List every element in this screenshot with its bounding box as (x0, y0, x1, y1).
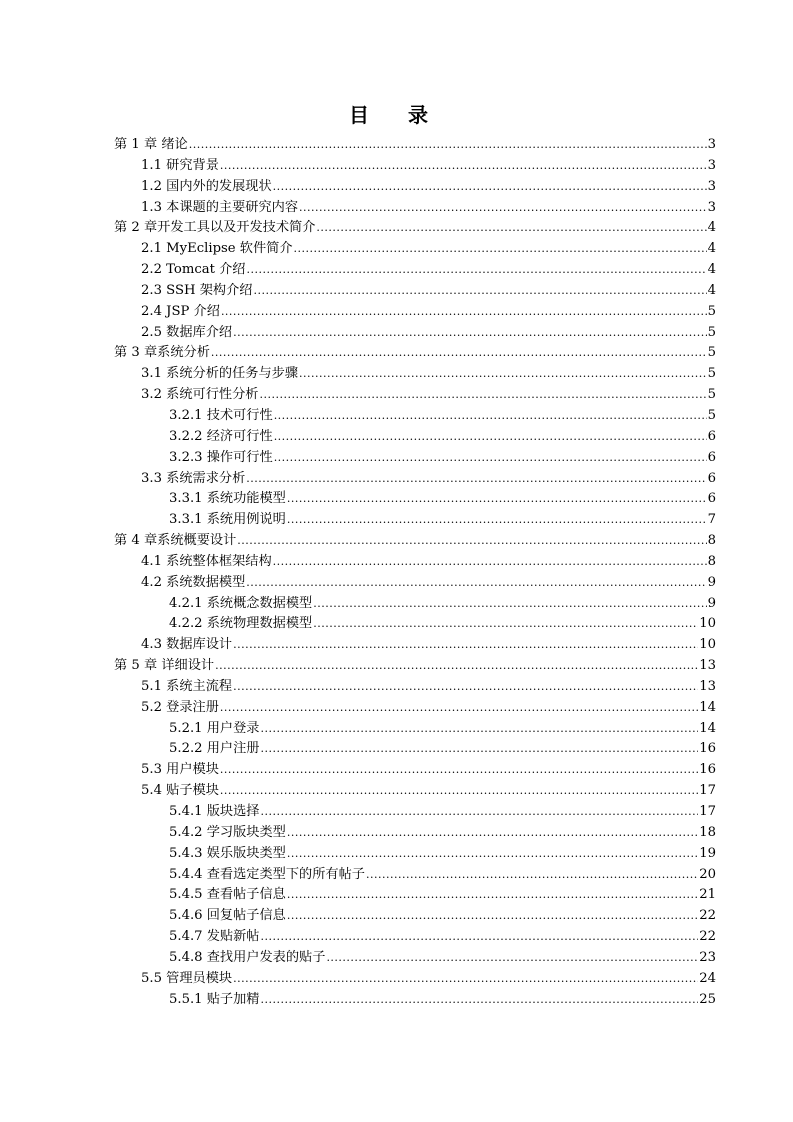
toc-entry-page-number: 8 (707, 533, 716, 549)
toc-entry-label: 3.2.2 经济可行性 (169, 428, 273, 444)
toc-dot-leader (261, 802, 699, 823)
toc-entry-page-number: 5 (707, 345, 716, 361)
toc-entry-label: 4.3 数据库设计 (141, 637, 233, 653)
toc-entry-page-number: 6 (707, 449, 716, 465)
toc-entry-label: 2.4 JSP 介绍 (141, 303, 220, 319)
toc-entry-page-number: 14 (699, 699, 716, 715)
toc-entry-label: 1.2 国内外的发展现状 (141, 178, 272, 194)
toc-dot-leader (261, 927, 699, 948)
toc-entry-page-number: 22 (699, 908, 716, 924)
toc-entry-label: 5.3 用户模块 (141, 762, 219, 778)
toc-dot-leader (261, 719, 699, 740)
toc-entry-label: 5.1 系统主流程 (141, 678, 233, 694)
toc-entry-label: 第 2 章开发工具以及开发技术简介 (114, 220, 316, 236)
page-title: 目 录 (349, 103, 444, 127)
toc-entry-page-number: 5 (707, 324, 716, 340)
toc-entry[interactable] (114, 698, 716, 719)
toc-entry[interactable] (114, 323, 716, 344)
toc-dot-leader (273, 552, 707, 573)
toc-entry-label: 第 1 章 绪论 (114, 137, 188, 152)
toc-dot-leader (221, 302, 707, 323)
toc-dot-leader (211, 343, 707, 364)
toc-entry[interactable] (114, 302, 716, 323)
toc-dot-leader (233, 323, 707, 344)
toc-entry[interactable] (114, 531, 716, 552)
toc-entry[interactable] (114, 760, 716, 781)
toc-dot-leader (220, 698, 698, 719)
toc-entry[interactable] (114, 865, 716, 886)
toc-entry-label: 2.1 MyEclipse 软件简介 (141, 241, 293, 257)
toc-entry-page-number: 4 (707, 262, 716, 278)
toc-entry[interactable] (114, 927, 716, 948)
toc-entry-label: 5.4.7 发贴新帖 (169, 929, 260, 945)
toc-dot-leader (287, 823, 698, 844)
toc-entry[interactable] (114, 218, 716, 239)
toc-entry[interactable] (114, 469, 716, 490)
toc-dot-leader (287, 906, 698, 927)
toc-entry[interactable] (114, 906, 716, 927)
toc-dot-leader (220, 760, 698, 781)
toc-entry-page-number: 16 (699, 762, 716, 778)
toc-dot-leader (326, 948, 698, 969)
toc-entry-page-number: 25 (699, 991, 716, 1007)
toc-dot-leader (366, 865, 698, 886)
toc-entry-page-number: 3 (707, 199, 716, 215)
toc-dot-leader (299, 364, 707, 385)
toc-entry-label: 5.4.5 查看帖子信息 (169, 887, 286, 903)
toc-entry[interactable] (114, 656, 716, 677)
toc-dot-leader (233, 677, 698, 698)
toc-entry-page-number: 18 (699, 824, 716, 840)
toc-entry-page-number: 24 (699, 970, 716, 986)
toc-dot-leader (189, 135, 707, 156)
toc-entry-page-number: 14 (699, 720, 716, 736)
toc-entry-page-number: 3 (707, 137, 716, 152)
toc-dot-leader (287, 489, 707, 510)
toc-entry-label: 5.2 登录注册 (141, 699, 219, 715)
toc-dot-leader (287, 510, 707, 531)
toc-entry-label: 5.4 贴子模块 (141, 783, 219, 799)
toc-entry[interactable] (114, 177, 716, 198)
toc-entry[interactable] (114, 427, 716, 448)
toc-entry[interactable] (114, 385, 716, 406)
toc-entry[interactable] (114, 510, 716, 531)
toc-dot-leader (287, 844, 698, 865)
toc-dot-leader (259, 385, 706, 406)
toc-dot-leader (246, 573, 706, 594)
toc-entry-page-number: 5 (707, 407, 716, 423)
toc-dot-leader (215, 656, 698, 677)
toc-entry-label: 第 3 章系统分析 (114, 345, 210, 361)
toc-entry-label: 5.4.4 查看选定类型下的所有帖子 (169, 866, 365, 882)
toc-entry-label: 3.2 系统可行性分析 (141, 387, 259, 403)
toc-dot-leader (316, 218, 706, 239)
toc-entry[interactable] (114, 594, 716, 615)
toc-entry-page-number: 4 (707, 241, 716, 257)
toc-entry[interactable] (114, 614, 716, 635)
toc-entry-label: 1.1 研究背景 (141, 157, 219, 173)
toc-entry[interactable] (114, 198, 716, 219)
toc-entry-page-number: 13 (699, 678, 716, 694)
toc-entry-label: 4.2 系统数据模型 (141, 574, 246, 590)
toc-entry-label: 5.4.6 回复帖子信息 (169, 908, 286, 924)
toc-entry[interactable] (114, 885, 716, 906)
toc-entry[interactable] (114, 990, 716, 1011)
toc-entry[interactable] (114, 406, 716, 427)
toc-entry-label: 5.4.2 学习版块类型 (169, 824, 286, 840)
toc-dot-leader (261, 739, 699, 760)
toc-entry-page-number: 17 (699, 783, 716, 799)
toc-entry-page-number: 9 (707, 595, 716, 611)
toc-entry-label: 2.3 SSH 架构介绍 (141, 282, 253, 298)
table-of-contents (114, 135, 716, 1010)
toc-entry-label: 4.2.2 系统物理数据模型 (169, 616, 313, 632)
toc-entry[interactable] (114, 135, 716, 156)
toc-entry-label: 3.2.3 操作可行性 (169, 449, 273, 465)
toc-entry-page-number: 3 (707, 157, 716, 173)
toc-entry-label: 5.2.1 用户登录 (169, 720, 260, 736)
toc-entry[interactable] (114, 635, 716, 656)
toc-dot-leader (273, 177, 707, 198)
toc-entry[interactable] (114, 719, 716, 740)
toc-dot-leader (313, 614, 698, 635)
toc-entry-page-number: 5 (707, 303, 716, 319)
toc-entry-label: 5.4.8 查找用户发表的贴子 (169, 949, 326, 965)
toc-entry-page-number: 19 (699, 845, 716, 861)
toc-dot-leader (233, 635, 698, 656)
toc-entry[interactable] (114, 281, 716, 302)
toc-entry[interactable] (114, 677, 716, 698)
toc-entry-label: 3.2.1 技术可行性 (169, 407, 273, 423)
toc-dot-leader (247, 260, 707, 281)
toc-dot-leader (220, 156, 707, 177)
toc-entry[interactable] (114, 739, 716, 760)
toc-dot-leader (233, 969, 698, 990)
toc-entry[interactable] (114, 969, 716, 990)
toc-entry-page-number: 4 (707, 220, 716, 236)
toc-entry-label: 1.3 本课题的主要研究内容 (141, 199, 299, 215)
toc-entry-page-number: 23 (699, 949, 716, 965)
toc-entry[interactable] (114, 948, 716, 969)
toc-entry-label: 3.1 系统分析的任务与步骤 (141, 366, 299, 382)
toc-entry[interactable] (114, 489, 716, 510)
toc-dot-leader (313, 594, 706, 615)
toc-entry-label: 第 5 章 详细设计 (114, 658, 215, 674)
toc-entry-page-number: 6 (707, 428, 716, 444)
toc-entry-label: 3.3.1 系统用例说明 (169, 512, 286, 528)
toc-entry-page-number: 8 (707, 553, 716, 569)
toc-dot-leader (237, 531, 706, 552)
toc-entry[interactable] (114, 448, 716, 469)
toc-entry-page-number: 5 (707, 366, 716, 382)
toc-entry-page-number: 22 (699, 929, 716, 945)
toc-entry-label: 5.4.1 版块选择 (169, 804, 260, 819)
toc-entry-page-number: 3 (707, 178, 716, 194)
toc-entry[interactable] (114, 823, 716, 844)
toc-dot-leader (220, 781, 698, 802)
toc-entry[interactable] (114, 239, 716, 260)
toc-entry[interactable] (114, 343, 716, 364)
toc-entry-page-number: 16 (699, 741, 716, 757)
toc-dot-leader (287, 885, 698, 906)
toc-entry-label: 2.2 Tomcat 介绍 (141, 262, 246, 278)
toc-entry-label: 3.3.1 系统功能模型 (169, 491, 286, 507)
toc-entry[interactable] (114, 364, 716, 385)
toc-entry-page-number: 9 (707, 574, 716, 590)
toc-dot-leader (294, 239, 707, 260)
toc-entry-page-number: 10 (699, 616, 716, 632)
toc-entry[interactable] (114, 802, 716, 823)
toc-entry-label: 5.5 管理员模块 (141, 970, 233, 986)
toc-entry-page-number: 20 (699, 866, 716, 882)
toc-entry[interactable] (114, 156, 716, 177)
toc-entry-page-number: 5 (707, 387, 716, 403)
toc-entry-page-number: 4 (707, 282, 716, 298)
toc-entry-label: 5.4.3 娱乐版块类型 (169, 845, 286, 861)
toc-entry-page-number: 6 (707, 470, 716, 486)
toc-dot-leader (299, 198, 707, 219)
toc-entry[interactable] (114, 844, 716, 865)
toc-entry-label: 2.5 数据库介绍 (141, 324, 233, 340)
toc-dot-leader (274, 427, 707, 448)
toc-entry[interactable] (114, 573, 716, 594)
toc-dot-leader (246, 469, 706, 490)
toc-entry-label: 5.5.1 贴子加精 (169, 991, 260, 1007)
toc-entry-label: 第 4 章系统概要设计 (114, 533, 237, 549)
toc-entry-label: 4.1 系统整体框架结构 (141, 553, 272, 569)
toc-dot-leader (253, 281, 706, 302)
toc-entry-label: 5.2.2 用户注册 (169, 741, 260, 757)
toc-dot-leader (274, 448, 707, 469)
toc-entry-label: 3.3 系统需求分析 (141, 470, 246, 486)
toc-entry[interactable] (114, 781, 716, 802)
toc-entry-page-number: 10 (699, 637, 716, 653)
toc-entry-page-number: 6 (707, 491, 716, 507)
toc-entry-page-number: 17 (699, 804, 716, 819)
toc-entry-page-number: 13 (699, 658, 716, 674)
toc-entry-page-number: 21 (699, 887, 716, 903)
toc-entry-page-number: 7 (707, 512, 716, 528)
toc-dot-leader (274, 406, 707, 427)
toc-entry-label: 4.2.1 系统概念数据模型 (169, 595, 313, 611)
toc-dot-leader (261, 990, 699, 1011)
toc-entry[interactable] (114, 260, 716, 281)
toc-entry[interactable] (114, 552, 716, 573)
